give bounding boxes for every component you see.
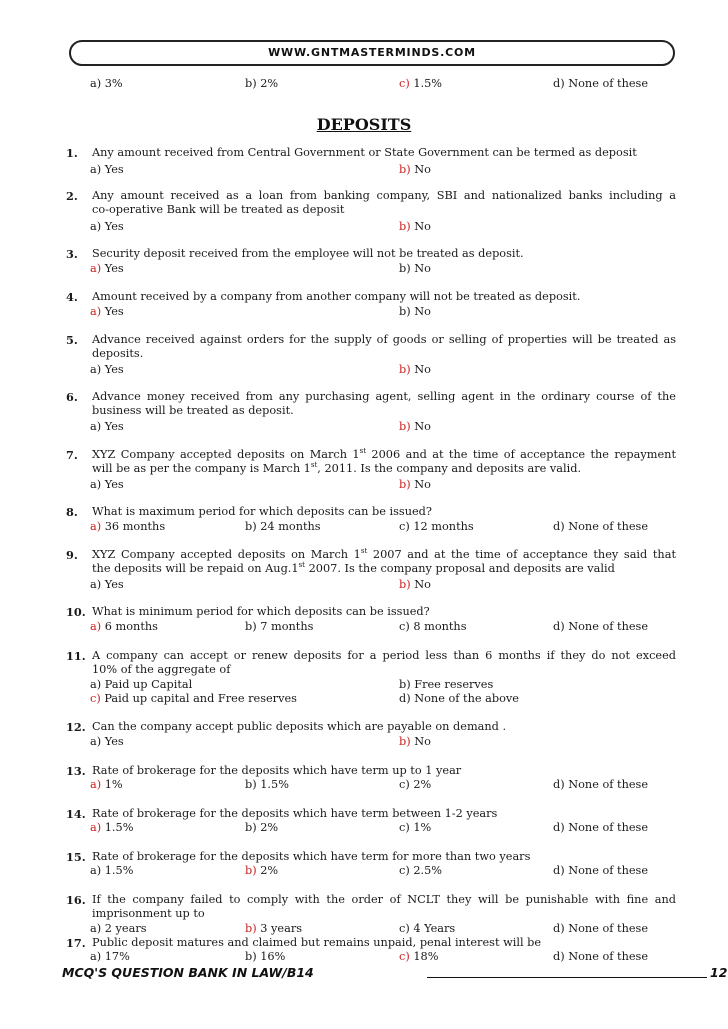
ordinal-suffix: st [310, 461, 318, 470]
option-text: None of these [564, 864, 649, 877]
option-letter: c) [399, 922, 410, 935]
answer-option [245, 620, 313, 634]
answer-option [90, 163, 124, 177]
option-letter: b) [245, 620, 257, 633]
option-text: 36 months [101, 520, 166, 533]
option-text: Yes [101, 478, 124, 491]
question-text-line: Rate of brokerage for the deposits which have term between 1-2 years [92, 807, 498, 820]
prev-option-a: a) 3% [90, 77, 123, 90]
option-text: 1.5% [101, 821, 134, 834]
option-letter: b) [399, 478, 411, 491]
question-text-line [92, 448, 676, 462]
answer-option [399, 262, 431, 276]
option-letter: d) [553, 864, 565, 877]
question-text-line: deposits. [92, 347, 144, 360]
option-text: 18% [409, 950, 439, 963]
option-letter: d) [553, 620, 565, 633]
option-text: No [410, 735, 431, 748]
prev-option-c-text: 1.5% [409, 77, 443, 90]
answer-option [90, 478, 124, 492]
question-text-line: What is minimum period for which deposits can be issued? [92, 605, 430, 618]
answer-option [90, 950, 130, 964]
option-text: 2% [409, 778, 432, 791]
option-letter: b) [399, 735, 411, 748]
answer-option [245, 864, 278, 878]
question-text-line: business will be treated as deposit. [92, 404, 294, 417]
answer-option [90, 778, 123, 792]
option-text: None of these [564, 821, 649, 834]
option-letter: a) [90, 864, 102, 877]
answer-option [399, 864, 442, 878]
answer-option [245, 520, 321, 534]
question-text-line [92, 562, 615, 576]
option-letter: a) [90, 163, 102, 176]
question-text-line: Advance received against orders for the supply of goods or selling of properties will be treated as [92, 333, 676, 346]
answer-option [90, 735, 124, 749]
option-text: Paid up capital and Free reserves [100, 692, 297, 705]
question-text-line [92, 548, 676, 562]
option-letter: c) [399, 821, 410, 834]
option-letter: a) [90, 950, 102, 963]
answer-option [399, 821, 431, 835]
option-letter: c) [399, 950, 410, 963]
option-letter: a) [90, 778, 102, 791]
option-text: Free reserves [410, 678, 494, 691]
option-letter: d) [553, 950, 565, 963]
question-number: 5. [66, 333, 78, 347]
answer-option [399, 520, 474, 534]
question-text-line: A company can accept or renew deposits for a period less than 6 months if they do not exceed [92, 649, 676, 662]
answer-option [90, 821, 133, 835]
question-text-line: Advance money received from any purchasing agent, selling agent in the ordinary course of the [92, 390, 676, 403]
option-text: Yes [101, 163, 124, 176]
option-text: No [410, 478, 431, 491]
option-text: Yes [101, 735, 124, 748]
option-text: 16% [256, 950, 286, 963]
option-letter: a) [90, 478, 102, 491]
option-letter: c) [399, 520, 410, 533]
question-text-part: 2007 and at the time of acceptance they said that [367, 548, 676, 561]
question-number: 8. [66, 505, 78, 519]
question-number: 6. [66, 390, 78, 404]
option-text: None of these [564, 620, 649, 633]
option-letter: a) [90, 578, 102, 591]
option-letter: d) [553, 922, 565, 935]
question-text-line: Rate of brokerage for the deposits which have term for more than two years [92, 850, 531, 863]
question-text-line: If the company failed to comply with the order of NCLT they will be punishable with fine and [92, 893, 676, 906]
answer-option [245, 821, 278, 835]
option-letter: b) [399, 163, 411, 176]
footer-rule [427, 977, 707, 978]
option-text: Paid up Capital [101, 678, 193, 691]
answer-option [90, 692, 297, 706]
option-letter: b) [399, 305, 411, 318]
answer-option [90, 620, 158, 634]
option-letter: b) [245, 950, 257, 963]
question-text-line: Rate of brokerage for the deposits which have term up to 1 year [92, 764, 462, 777]
question-number: 3. [66, 247, 78, 261]
option-letter: c) [399, 864, 410, 877]
option-text: Yes [101, 220, 124, 233]
question-number: 12. [66, 720, 86, 734]
option-letter: a) [90, 305, 102, 318]
question-number: 4. [66, 290, 78, 304]
answer-option [399, 620, 467, 634]
option-text: No [410, 305, 431, 318]
option-text: No [410, 262, 431, 275]
option-letter: b) [399, 578, 411, 591]
answer-option [553, 864, 648, 878]
option-text: 17% [101, 950, 130, 963]
option-letter: a) [90, 922, 102, 935]
website-url: WWW.GNTMASTERMINDS.COM [268, 46, 476, 59]
question-text-line: imprisonment up to [92, 907, 205, 920]
option-letter: a) [90, 821, 102, 834]
option-letter: b) [399, 678, 411, 691]
page-number: 12 [710, 965, 728, 980]
question-number: 7. [66, 448, 78, 462]
answer-option [90, 578, 124, 592]
answer-option [399, 420, 431, 434]
option-text: 2% [256, 864, 279, 877]
option-letter: a) [90, 678, 102, 691]
option-text: 1% [101, 778, 123, 791]
option-text: No [410, 420, 431, 433]
option-text: 8 months [409, 620, 467, 633]
option-text: Yes [101, 363, 124, 376]
option-text: 2.5% [409, 864, 443, 877]
option-text: Yes [101, 420, 124, 433]
option-letter: b) [245, 778, 257, 791]
option-text: 12 months [409, 520, 474, 533]
answer-option [553, 950, 648, 964]
question-text-line: 10% of the aggregate of [92, 663, 231, 676]
option-letter: c) [399, 778, 410, 791]
prev-option-c-letter: c) [399, 77, 410, 90]
question-text-line: Can the company accept public deposits which are payable on demand . [92, 720, 507, 733]
option-text: 2 years [101, 922, 147, 935]
answer-option [90, 363, 124, 377]
prev-option-d: d) None of these [553, 77, 649, 90]
answer-option [399, 735, 431, 749]
prev-option-b: b) 2% [245, 77, 279, 90]
option-letter: a) [90, 520, 102, 533]
question-text-line [92, 462, 581, 476]
question-number: 16. [66, 893, 86, 907]
answer-option [553, 620, 648, 634]
answer-option [90, 420, 124, 434]
option-letter: b) [399, 220, 411, 233]
question-text-line: Public deposit matures and claimed but remains unpaid, penal interest will be [92, 936, 542, 949]
page-footer [62, 965, 728, 985]
option-letter: d) [553, 520, 565, 533]
question-text-part: 2007. Is the company proposal and deposits are valid [305, 562, 615, 575]
option-text: 3 years [256, 922, 303, 935]
option-letter: a) [90, 735, 102, 748]
option-text: 1% [409, 821, 432, 834]
option-text: 6 months [101, 620, 158, 633]
question-text-line: Any amount received from Central Government or State Government can be termed as deposit [92, 146, 637, 159]
answer-option [399, 692, 519, 706]
answer-option [90, 864, 133, 878]
footer-title: MCQ'S QUESTION BANK IN LAW/B14 [62, 965, 314, 980]
option-text: No [410, 363, 431, 376]
answer-option [553, 520, 648, 534]
option-text: 24 months [256, 520, 321, 533]
answer-option [399, 950, 438, 964]
option-letter: b) [399, 363, 411, 376]
option-text: Yes [101, 578, 124, 591]
question-text-part: , 2011. Is the company and deposits are valid. [317, 462, 582, 475]
answer-option [553, 922, 648, 936]
option-text: None of the above [410, 692, 519, 705]
option-text: No [410, 578, 431, 591]
option-letter: d) [399, 692, 411, 705]
answer-option [399, 478, 431, 492]
option-text: None of these [564, 778, 649, 791]
option-letter: d) [553, 778, 565, 791]
question-number: 13. [66, 764, 86, 778]
option-text: 2% [256, 821, 279, 834]
question-text-line: Security deposit received from the employee will not be treated as deposit. [92, 247, 524, 260]
question-text-part: will be as per the company is March 1 [92, 462, 311, 475]
answer-option [245, 950, 285, 964]
answer-option [399, 305, 431, 319]
answer-option [399, 220, 431, 234]
question-number: 1. [66, 146, 78, 160]
option-letter: b) [245, 922, 257, 935]
option-text: 1.5% [256, 778, 289, 791]
question-text-part: XYZ Company accepted deposits on March 1 [92, 448, 360, 461]
answer-option [399, 678, 493, 692]
option-text: No [410, 163, 431, 176]
answer-option [553, 821, 648, 835]
option-letter: a) [90, 620, 102, 633]
option-letter: a) [90, 262, 102, 275]
option-letter: b) [399, 420, 411, 433]
answer-option [90, 262, 124, 276]
option-letter: c) [90, 692, 101, 705]
option-text: 4 Years [409, 922, 456, 935]
option-text: None of these [564, 520, 649, 533]
answer-option [90, 220, 124, 234]
answer-option [399, 922, 455, 936]
option-text: No [410, 220, 431, 233]
ordinal-suffix: st [298, 561, 305, 570]
answer-option [90, 305, 124, 319]
question-text-line: Any amount received as a loan from banking company, SBI and nationalized banks including a [92, 189, 676, 202]
question-number: 10. [66, 605, 86, 619]
option-text: None of these [564, 950, 649, 963]
question-text-line: co-operative Bank will be treated as deposit [92, 203, 345, 216]
ordinal-suffix: st [359, 448, 367, 456]
answer-option [553, 778, 648, 792]
answer-option [399, 163, 431, 177]
answer-option [90, 922, 147, 936]
question-number: 14. [66, 807, 86, 821]
question-number: 11. [66, 649, 86, 663]
section-title: DEPOSITS [316, 115, 412, 134]
answer-option [399, 578, 431, 592]
option-text: Yes [101, 305, 124, 318]
option-text: Yes [101, 262, 124, 275]
answer-option [245, 778, 289, 792]
option-letter: b) [245, 821, 257, 834]
question-text-part: the deposits will be repaid on Aug.1 [92, 562, 299, 575]
option-letter: d) [553, 821, 565, 834]
option-letter: b) [245, 520, 257, 533]
option-text: 1.5% [101, 864, 134, 877]
option-letter: b) [245, 864, 257, 877]
question-text-part: XYZ Company accepted deposits on March 1 [92, 548, 361, 561]
question-number: 15. [66, 850, 86, 864]
answer-option [399, 778, 431, 792]
question-number: 9. [66, 548, 78, 562]
question-text-line: Amount received by a company from another company will not be treated as deposit. [92, 290, 581, 303]
option-letter: b) [399, 262, 411, 275]
option-letter: a) [90, 420, 102, 433]
answer-option [245, 922, 302, 936]
option-letter: a) [90, 220, 102, 233]
answer-option [90, 678, 192, 692]
answer-option [399, 363, 431, 377]
option-letter: c) [399, 620, 410, 633]
ordinal-suffix: st [360, 548, 368, 556]
question-text-line: What is maximum period for which deposits can be issued? [92, 505, 432, 518]
option-text: 7 months [256, 620, 314, 633]
option-letter: a) [90, 363, 102, 376]
answer-option [90, 520, 165, 534]
question-number: 2. [66, 189, 78, 203]
question-text-part: 2006 and at the time of acceptance the repayment [366, 448, 676, 461]
option-text: None of these [564, 922, 649, 935]
question-number: 17. [66, 936, 86, 950]
